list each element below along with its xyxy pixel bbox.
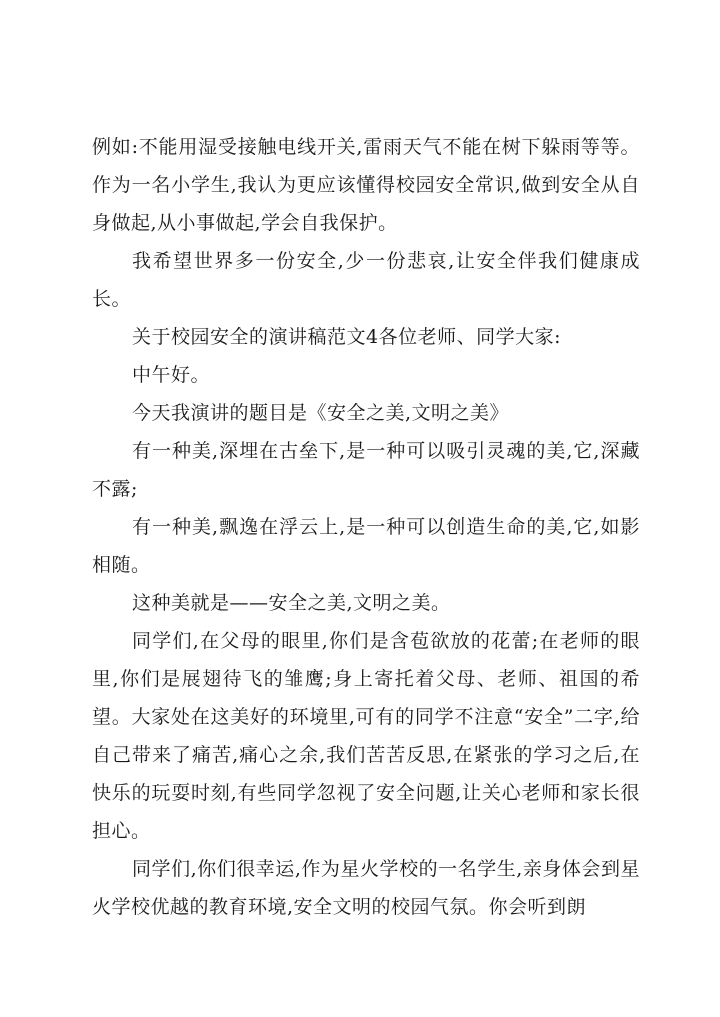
paragraph: 例如:不能用湿受接触电线开关,雷雨天气不能在树下躲雨等等。作为一名小学生,我认为更应该懂得校园安全常识,做到安全从自身做起,从小事做起,学会自我保护。 [92,136,640,234]
paragraph: 同学们,你们很幸运,作为星火学校的一名学生,亲身体会到星火学校优越的教育环境,安全文明的校园气氛。你会听到朗 [92,858,640,918]
paragraph: 我希望世界多一份安全,少一份悲哀,让安全伴我们健康成长。 [92,250,640,310]
paragraph: 有一种美,深埋在古垒下,是一种可以吸引灵魂的美,它,深藏不露; [92,440,640,500]
paragraph: 关于校园安全的演讲稿范文4各位老师、同学大家: [132,326,561,348]
paragraph: 今天我演讲的题目是《安全之美,文明之美》 [132,402,510,424]
paragraph: 同学们,在父母的眼里,你们是含苞欲放的花蕾;在老师的眼里,你们是展翅待飞的雏鹰;身上寄托着父母、老师、祖国的希望。大家处在这美好的环境里,可有的同学不注意“安全”二字,给自己带来了痛苦,痛心之余,我们苦苦反思,在紧张的学习之后,在快乐的玩耍时刻,有些同学忽视了安全问题,让关心老师和家长很担心。 [92,630,640,842]
document-body [92,128,640,926]
paragraph: 这种美就是——安全之美,文明之美。 [132,592,451,614]
paragraph: 有一种美,飘逸在浮云上,是一种可以创造生命的美,它,如影相随。 [92,516,640,576]
paragraph: 中午好。 [132,364,211,386]
